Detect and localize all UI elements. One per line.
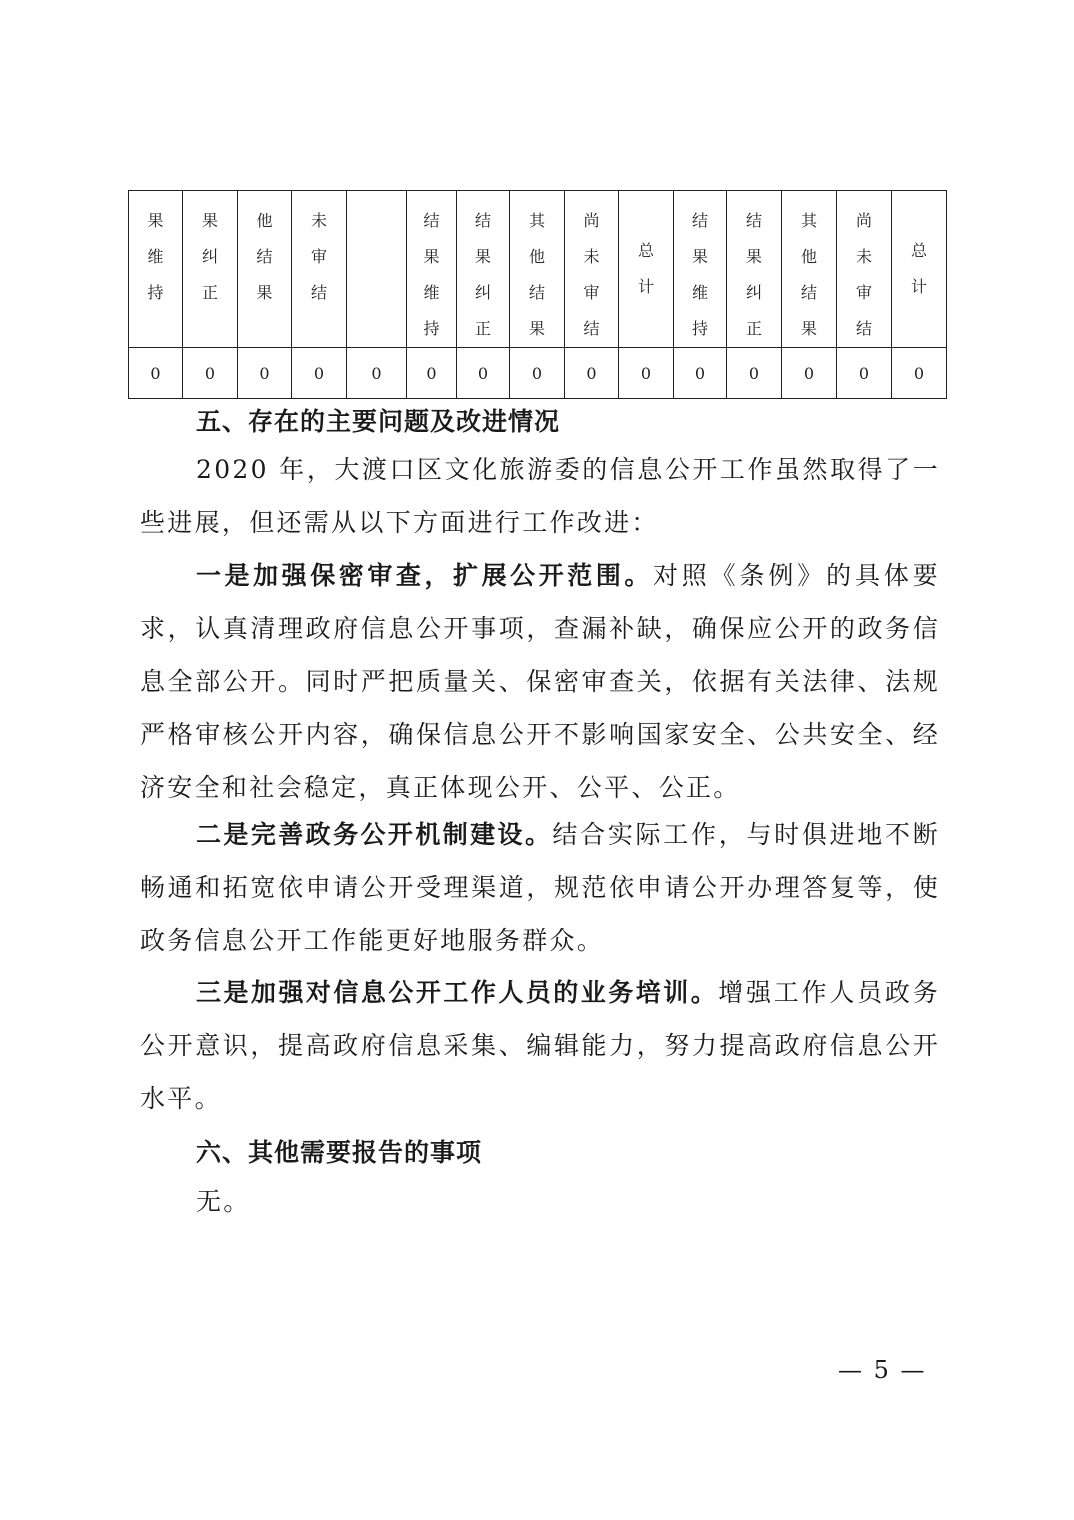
- table-header-cell: 未审结: [292, 191, 347, 348]
- table-cell: 0: [347, 348, 407, 399]
- table-header-cell: 结果维持: [407, 191, 457, 348]
- table-cell: 0: [183, 348, 238, 399]
- section-heading: 五、存在的主要问题及改进情况: [196, 407, 561, 436]
- table-cell: 0: [457, 348, 510, 399]
- table-cell: 0: [292, 348, 347, 399]
- table-header-cell: 尚未审结: [837, 191, 892, 348]
- table-header-cell: 果纠正: [183, 191, 238, 348]
- table-cell: 0: [129, 348, 183, 399]
- table-header-cell: 结果纠正: [457, 191, 510, 348]
- table-header-cell: 果维持: [129, 191, 183, 348]
- item-text: 结合实际工作，与时俱进地不断畅通和拓宽依申请公开受理渠道，规范依申请公开办理答复等，使政务信息公开工作能更好地服务群众。: [140, 820, 940, 955]
- improvement-item-3: [140, 966, 940, 1125]
- item-text: 对照《条例》的具体要求，认真清理政府信息公开事项，查漏补缺，确保应公开的政务信息全部公开。同时严把质量关、保密审查关，依据有关法律、法规严格审核公开内容，确保信息公开不影响国家安全、公共安全、经济安全和社会稳定，真正体现公开、公平、公正。: [140, 561, 940, 802]
- table-cell: 0: [619, 348, 674, 399]
- table-header-cell: 他结果: [238, 191, 292, 348]
- table-cell: 0: [565, 348, 619, 399]
- table-header-row: [129, 191, 947, 348]
- section6-paragraph: 无。: [196, 1187, 251, 1216]
- table-header-cell: 结果纠正: [727, 191, 782, 348]
- improvement-item-2: [140, 808, 940, 967]
- item-text: 增强工作人员政务公开意识，提高政府信息采集、编辑能力，努力提高政府信息公开水平。: [140, 978, 940, 1113]
- table-header-cell: 其他结果: [510, 191, 565, 348]
- table-cell: 0: [892, 348, 947, 399]
- table-cell: 0: [674, 348, 727, 399]
- improvement-item-1: [140, 549, 940, 814]
- page-number: — 5 —: [838, 1356, 927, 1384]
- item-lead: 一是加强保密审查，扩展公开范围。: [196, 561, 653, 590]
- table-cell: 0: [782, 348, 837, 399]
- table-cell: 0: [407, 348, 457, 399]
- table-row: [129, 348, 947, 399]
- table-header-cell: 总计: [892, 191, 947, 348]
- item-lead: 三是加强对信息公开工作人员的业务培训。: [196, 978, 719, 1007]
- statistics-table: [128, 190, 947, 399]
- table-header-cell: 其他结果: [782, 191, 837, 348]
- table-header-cell: 尚未审结: [565, 191, 619, 348]
- table-header-cell: [347, 191, 407, 348]
- table-cell: 0: [727, 348, 782, 399]
- item-lead: 二是完善政务公开机制建设。: [196, 820, 553, 849]
- section-heading: 六、其他需要报告的事项: [196, 1138, 483, 1167]
- table-cell: 0: [238, 348, 292, 399]
- table-header-cell: 结果维持: [674, 191, 727, 348]
- table-cell: 0: [837, 348, 892, 399]
- table-cell: 0: [510, 348, 565, 399]
- table-header-cell: 总计: [619, 191, 674, 348]
- intro-paragraph: 2020 年，大渡口区文化旅游委的信息公开工作虽然取得了一些进展，但还需从以下方面进行工作改进：: [140, 455, 940, 537]
